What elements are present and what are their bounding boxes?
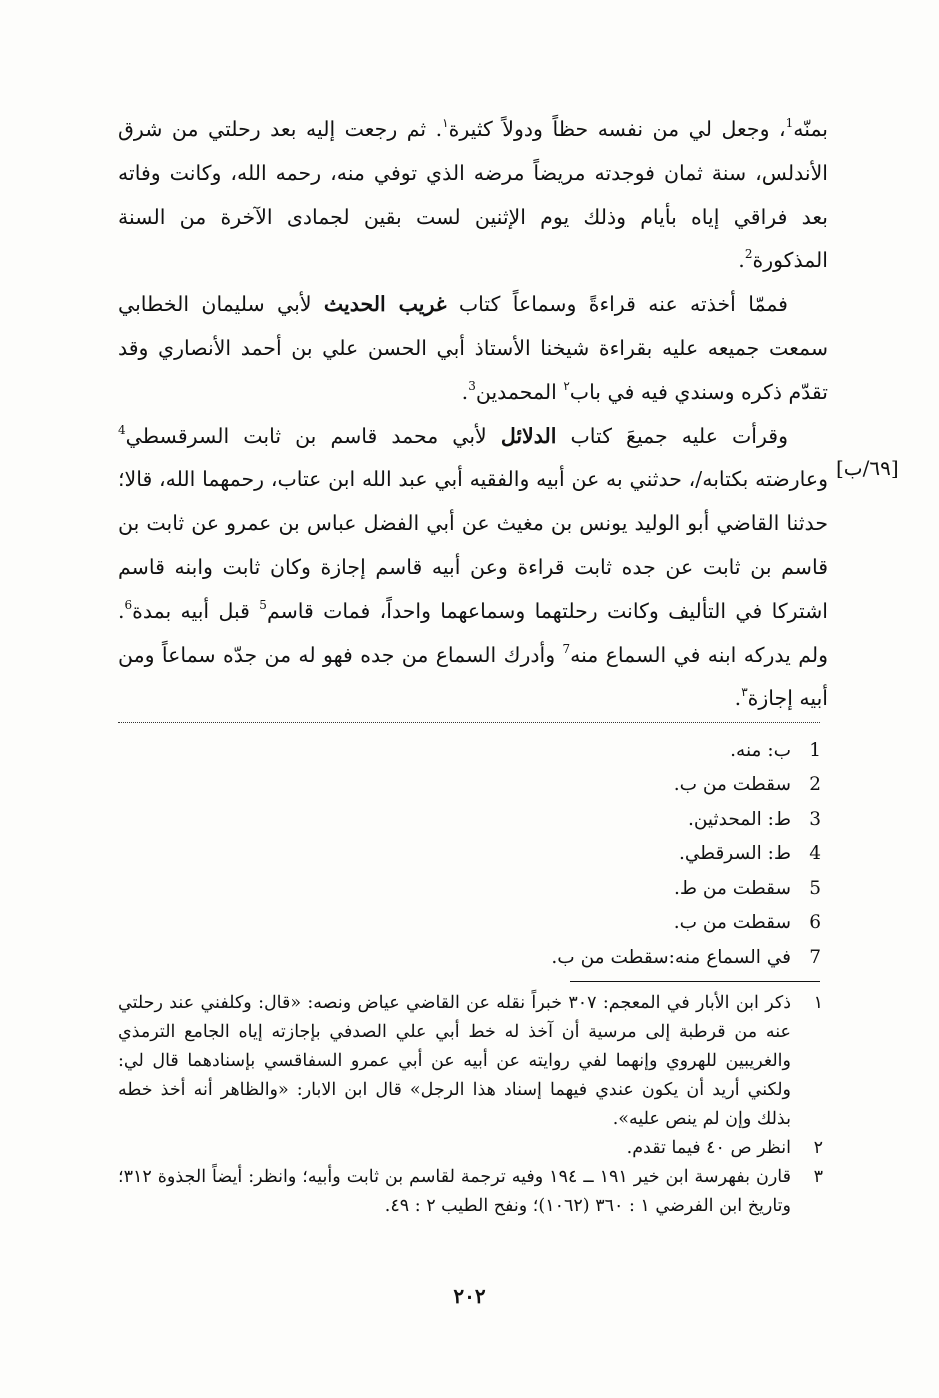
variant-ref: 5 — [259, 597, 267, 612]
footnote-ref: ٣ — [741, 685, 748, 700]
variant-ref: 7 — [562, 641, 571, 656]
variant-readings-list — [551, 733, 821, 975]
footnote-number: ١ — [813, 993, 823, 1013]
variant-text: ط: السرقطي. — [678, 843, 791, 865]
footnote-ref: ١ — [442, 116, 449, 130]
variant-ref: 1 — [785, 116, 794, 130]
variant-item — [551, 733, 821, 768]
footnote-item — [118, 1134, 823, 1163]
book-title: الدلائل — [500, 423, 557, 448]
variant-text: ب: منه. — [730, 739, 791, 761]
variant-number: 6 — [809, 912, 821, 934]
variant-number: 7 — [809, 946, 821, 968]
variant-text: سقطت من ب. — [673, 912, 791, 934]
variant-item — [551, 940, 821, 975]
variant-ref: 3 — [468, 378, 476, 393]
variant-number: 4 — [809, 843, 821, 865]
footnote-number: ٢ — [813, 1138, 823, 1158]
footnote-number: ٣ — [813, 1167, 823, 1187]
variant-ref: 4 — [118, 422, 126, 437]
footnote-text: قارن بفهرسة ابن خير ١٩١ ــ ١٩٤ وفيه ترجمة لقاسم بن ثابت وأبيه؛ وانظر: أيضاً الجذوة ٣١٢؛ وتاريخ ابن الفرضي ١ : ٣٦٠ (١٠٦٢)؛ ونفح الطيب ٢ : ٤٩. — [118, 1167, 791, 1216]
variant-item — [551, 871, 821, 906]
footnote-divider — [570, 981, 820, 982]
footnotes — [118, 989, 823, 1221]
variant-text: في السماع منه:سقطت من ب. — [551, 946, 791, 968]
footnote-text: انظر ص ٤٠ فيما تقدم. — [626, 1138, 791, 1158]
paragraph-3: وقرأت عليه جميعَ كتاب الدلائل لأبي محمد قاسم بن ثابت السرقسطي$^4$ وعارضته بكتابه/، حدثني به عن أبيه والفقيه أبي عبد الله ابن عتاب، رحمهما الله، قالا؛ حدثنا القاضي أبو الوليد يونس بن مغيث عن أبي الفضل عباس بن عمرو عن ثابت بن قاسم بن ثابت عن جده ثابت قراءة وعن أبيه قاسم إجازة وكان ثابت وابنه قاسم اشتركا في التأليف وكانت رحلتهما وسماعهما واحداً، فمات قاسم$^5$ قبل أبيه بمدة$^6$. ولم يدركه ابنه في السماع منه$^7$ وأدرك السماع من جده فهو له من جدّه سماعاً ومن أبيه إجازة$^٣$. — [118, 422, 828, 711]
variant-number: 5 — [809, 877, 821, 899]
manuscript-folio-marker: [٦٩/ب] — [836, 456, 899, 480]
variant-number: 2 — [809, 774, 821, 796]
footnote-ref: ٢ — [563, 378, 570, 393]
main-text — [118, 108, 828, 721]
variant-item — [551, 837, 821, 872]
variant-text: سقطت من ب. — [673, 774, 791, 796]
footnote-item — [118, 989, 823, 1134]
variant-ref: 6 — [124, 597, 133, 612]
footnote-item — [118, 1163, 823, 1221]
variant-ref: 2 — [744, 247, 753, 262]
book-title: غريب الحديث — [323, 292, 447, 317]
paragraph-1: بمنّه$^1$، وجعل لي من نفسه حظاً ودولاً كثيرة$^١$. ثم رجعت إليه بعد رحلتي من شرق الأندلس، سنة ثمان فوجدته مريضاً مرضه الذي توفي منه، رحمه الله، وكانت وفاته بعد فراقي إياه بأيام وذلك يوم الإثنين لست بقين لجمادى الآخرة من السنة المذكورة$^2$. — [118, 116, 829, 273]
variant-number: 1 — [809, 739, 821, 761]
dotted-divider — [118, 722, 820, 723]
paragraph-2: فممّا أخذته عنه قراءةً وسماعاً كتاب غريب الحديث لأبي سليمان الخطابي سمعت جميعه عليه بقراءة شيخنا الأستاذ أبي الحسن علي بن أحمد الأنصاري وقد تقدّم ذكره وسندي فيه في باب$^٢$ المحمدين$^3$. — [118, 292, 828, 404]
variant-item — [551, 768, 821, 803]
page-number: ٢٠٢ — [453, 1284, 486, 1308]
variant-text: سقطت من ط. — [674, 877, 791, 899]
variant-item — [551, 906, 821, 941]
variant-number: 3 — [809, 808, 821, 830]
variant-item — [551, 802, 821, 837]
footnote-text: ذكر ابن الأبار في المعجم: ٣٠٧ خبراً نقله عن القاضي عياض ونصه: «قال: وكلفني عند رحلتي عنه من قرطبة إلى مرسية أن آخذ له خط أبي علي الصدفي بإجازته إياه الجامع الترمذي والغريبين للهروي وإنهما لفي روايته عن أبيه عن أبي عمرو السفاقسي بإسنادهما قال لي: ولكني أريد أن يكون عندي فيهما إسناد هذا الرجل» قال ابن الابار: «والظاهر أنه أخذ خطه بذلك وإن لم ينص عليه». — [118, 993, 791, 1129]
variant-text: ط: المحدثين. — [687, 808, 791, 830]
